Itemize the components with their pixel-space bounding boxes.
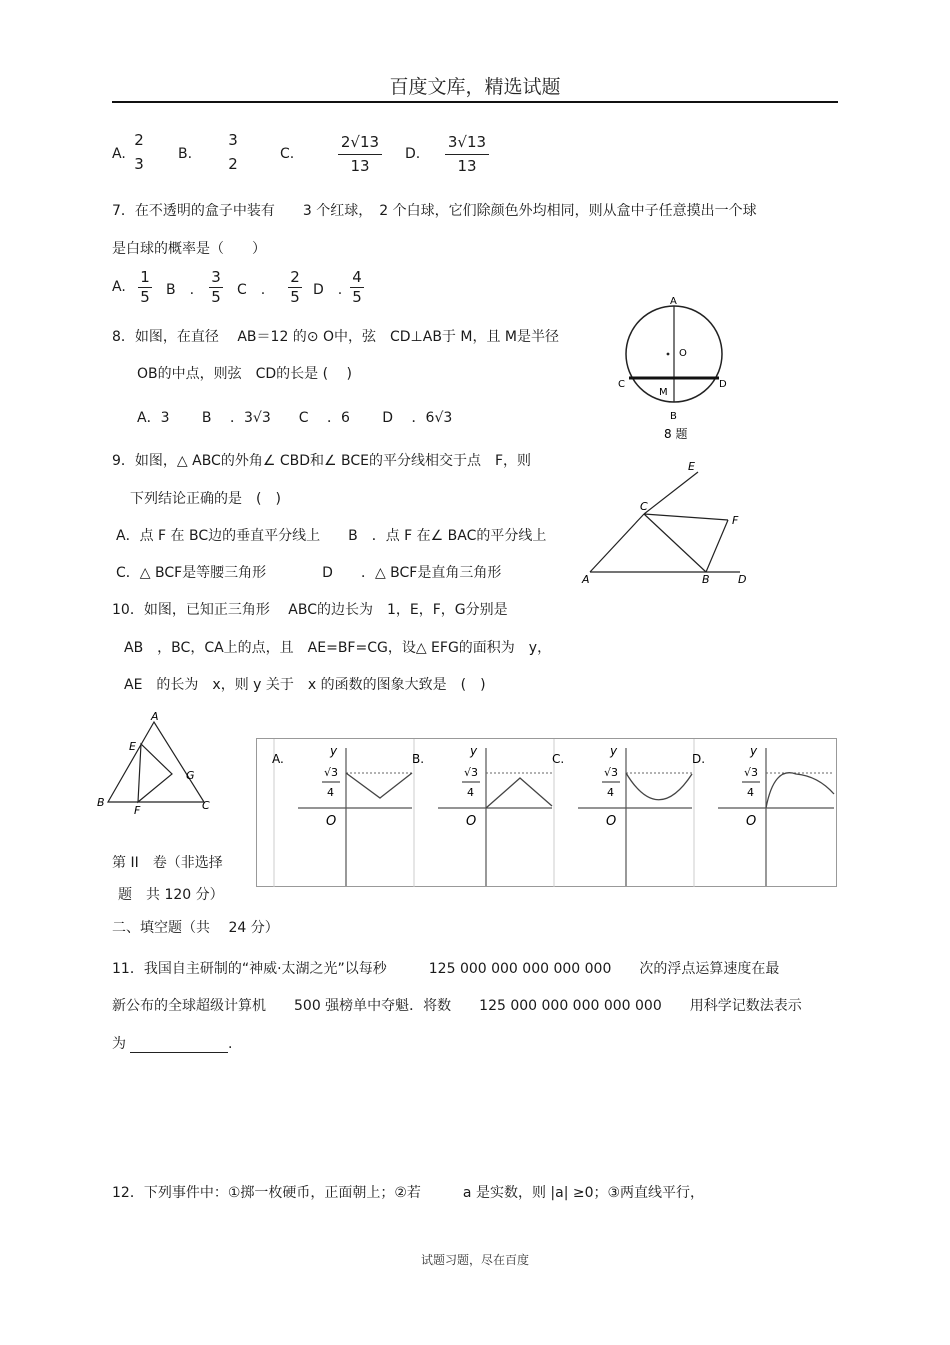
q10-text-line2: AB ，BC，CA上的点，且 AE=BF=CG，设△ EFG的面积为 y，	[124, 640, 552, 656]
q6-option-a-fraction: 2 3	[134, 131, 144, 173]
q10-graph-options-panel	[256, 738, 838, 888]
label-d: D	[738, 573, 747, 586]
q7-option-a-fraction: 1 5	[138, 270, 152, 305]
graph-d-label: D.	[692, 752, 706, 766]
label-g: G	[186, 769, 195, 782]
triangle-efg	[138, 744, 172, 802]
label-e: E	[688, 460, 695, 473]
label-o: O	[679, 348, 687, 359]
q7-option-a-label: A.	[112, 279, 126, 295]
label-e: E	[129, 740, 136, 753]
label-a: A	[151, 710, 159, 723]
label-c: C	[202, 799, 210, 812]
q10-text-line3: AE 的长为 x，则 y 关于 x 的函数的图象大致是 ( )	[124, 677, 486, 693]
page-footer: 试题习题，尽在百度	[420, 1253, 529, 1267]
label-f: F	[732, 514, 739, 527]
q11-text-line1: 11．我国自主研制的“神威·太湖之光”以每秒 125 000 000 000 000 000 次的浮点运算速度在最	[112, 961, 780, 977]
q6-option-c-fraction: 2√13 13	[338, 135, 382, 174]
q6-option-a-label: A.	[112, 146, 126, 162]
header-rule	[112, 101, 838, 103]
svg-text:O: O	[326, 814, 337, 829]
y-axis-label: y	[330, 744, 338, 758]
q7-text-line1: 7．在不透明的盒子中装有 3 个红球， 2 个白球，它们除颜色外均相同，则从盒中子任意摸出一个球	[112, 203, 757, 219]
svg-text:O: O	[466, 814, 477, 829]
q12-text-line1: 12．下列事件中：①掷一枚硬币，正面朝上；②若 a 是实数，则 |a| ≥0；③两直线平行，	[112, 1185, 705, 1201]
label-b: B	[702, 573, 710, 586]
svg-text:y: y	[470, 744, 478, 758]
line-ac	[590, 514, 644, 572]
q11-text-line3: 为 .	[112, 1036, 233, 1052]
label-b: B	[97, 796, 105, 809]
label-m: M	[659, 387, 668, 398]
section-fill-blank-title: 二、填空题（共 24 分）	[112, 920, 279, 936]
label-d: D	[719, 379, 727, 390]
q9-triangle-figure	[578, 458, 758, 590]
line-ce	[644, 472, 698, 514]
line-cb	[644, 514, 706, 572]
line-cf	[644, 514, 728, 520]
q9-option-ab: A．点 F 在 BC边的垂直平分线上 B ．点 F 在∠ BAC的平分线上	[116, 528, 547, 544]
label-c: C	[640, 500, 648, 513]
page-header-title: 百度文库，精选试题	[389, 76, 561, 98]
svg-text:y: y	[610, 744, 618, 758]
q10-text-line1: 10．如图，已知正三角形 ABC的边长为 1，E，F，G分别是	[112, 602, 508, 618]
q6-option-c-label: C.	[280, 146, 295, 162]
q6-option-d-label: D.	[405, 146, 421, 162]
graph-a-label: A.	[272, 752, 284, 766]
q8-text-line2: OB的中点，则弦 CD的长是 ( )	[137, 366, 353, 382]
svg-text:4: 4	[327, 786, 334, 799]
q8-circle-figure	[612, 292, 732, 442]
volume-2-title-line2: 题 共 120 分）	[118, 887, 224, 903]
q6-option-b-label: B.	[178, 146, 193, 162]
graph-c-label: C.	[552, 752, 565, 766]
svg-text:√3: √3	[464, 766, 479, 779]
svg-text:O: O	[746, 814, 757, 829]
q7-option-d-fraction: 4 5	[350, 270, 364, 305]
svg-text:y: y	[750, 744, 758, 758]
q9-option-cd: C．△ BCF是等腰三角形 D ．△ BCF是直角三角形	[116, 565, 502, 581]
q7-option-c-label: C .	[237, 282, 266, 298]
q8-options: A．3 B ．3√3 C ．6 D ．6√3	[137, 410, 453, 426]
svg-text:O: O	[606, 814, 617, 829]
q11-text-line2: 新公布的全球超级计算机 500 强榜单中夺魁．将数 125 000 000 000 000 000 用科学记数法表示	[112, 998, 802, 1014]
q7-option-c-fraction: 2 5	[288, 270, 302, 305]
q6-option-d-fraction: 3√13 13	[445, 135, 489, 174]
volume-2-title-line1: 第 II 卷（非选择	[112, 855, 223, 871]
q7-option-b-label: B .	[166, 282, 195, 298]
line-fb	[706, 520, 728, 572]
q7-text-line2: 是白球的概率是（ ）	[112, 241, 266, 257]
svg-text:√3: √3	[324, 766, 339, 779]
svg-text:√3: √3	[744, 766, 759, 779]
label-c: C	[618, 379, 625, 390]
q7-option-d-label: D .	[313, 282, 343, 298]
q9-text-line1: 9．如图，△ ABC的外角∠ CBD和∠ BCE的平分线相交于点 F，则	[112, 453, 532, 469]
q8-figure-caption: 8 题	[664, 427, 688, 441]
label-b: B	[670, 411, 677, 422]
label-f: F	[134, 804, 141, 814]
svg-text:4: 4	[607, 786, 614, 799]
center-dot	[667, 353, 670, 356]
label-a: A	[582, 573, 590, 586]
q7-option-b-fraction: 3 5	[209, 270, 223, 305]
q11-answer-blank[interactable]	[130, 1039, 228, 1053]
svg-text:4: 4	[467, 786, 474, 799]
svg-text:4: 4	[747, 786, 754, 799]
q9-text-line2: 下列结论正确的是 ( )	[130, 491, 281, 507]
graph-b-label: B.	[412, 752, 425, 766]
q6-option-b-fraction: 3 2	[228, 131, 238, 173]
triangle-abc	[108, 722, 204, 802]
label-a: A	[670, 296, 677, 307]
svg-text:√3: √3	[604, 766, 619, 779]
q10-triangle-figure	[96, 708, 218, 814]
q8-text-line1: 8．如图，在直径 AB＝12 的⊙ O中，弦 CD⊥AB于 M，且 M是半径	[112, 329, 559, 345]
